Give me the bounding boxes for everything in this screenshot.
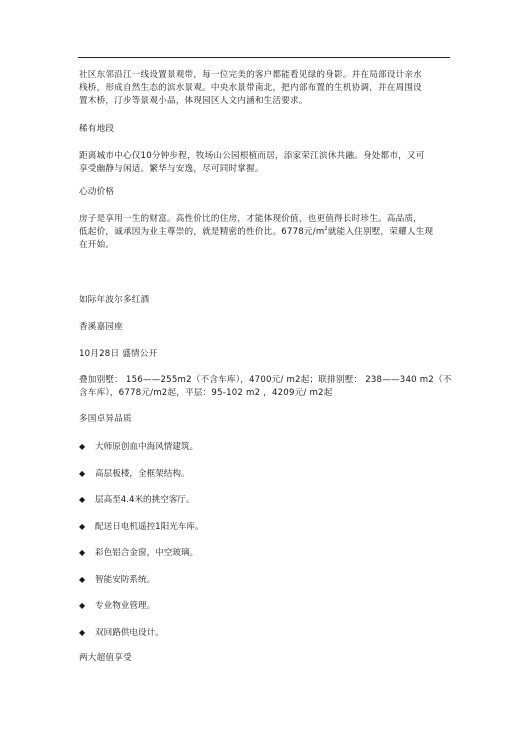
bullet-text: 专业物业管理。	[95, 601, 156, 611]
diamond-bullet-icon: ◆	[79, 522, 86, 531]
bullet-item	[79, 599, 155, 613]
price-line-part: 低起价，诚承因为业主尊崇的，就是精密的性价比。6778元/m	[79, 227, 325, 237]
price-line: 在开始。	[79, 240, 115, 250]
diamond-bullet-icon: ◆	[79, 495, 86, 504]
bullet-item	[79, 467, 190, 481]
bullet-text: 高层板楼，全框架结构。	[95, 469, 190, 479]
document-subtitle: 香溪嘉园座	[79, 322, 123, 332]
footer-heading: 两大超值享受	[79, 653, 132, 663]
intro-line: 社区东邻沿江一线设置景观带，每一位完美的客户都能看见绿的身影。并在局部设计亲水	[79, 70, 422, 80]
intro-line: 置木桥，汀步等景观小品，体现园区人文内涵和生活要求。	[79, 96, 308, 106]
diamond-bullet-icon: ◆	[79, 442, 86, 451]
superscript: 2	[324, 226, 328, 233]
location-line: 距离城市中心仅10分钟步程，牧场山公园根植而居，添家荣江滨休共融。身处都市，又可	[79, 151, 425, 161]
bullet-item	[79, 520, 204, 534]
price-detail-line: 叠加别墅： 156——255m2（不含车库），4700元/ m2起；联排别墅： 238——340 m2（不	[79, 375, 452, 385]
diamond-bullet-icon: ◆	[79, 601, 86, 610]
bullet-text: 大师原创血中海风情建筑。	[95, 442, 199, 452]
bullet-item	[79, 573, 155, 587]
quality-heading: 多国卓异品质	[79, 414, 132, 424]
intro-paragraph	[79, 69, 451, 108]
bullet-text: 配送日电机遥控1阳光车库。	[95, 522, 204, 532]
diamond-bullet-icon: ◆	[79, 469, 86, 478]
bullet-item	[79, 440, 198, 454]
bullet-item	[79, 493, 195, 507]
bullet-text: 双回路供电设计。	[95, 628, 164, 638]
diamond-bullet-icon: ◆	[79, 575, 86, 584]
location-line: 享受幽静与闲适。繁华与安逸，尽可同时掌握。	[79, 164, 264, 174]
price-line	[79, 226, 451, 239]
bullet-text: 层高至4.4米的挑空客厅。	[95, 495, 195, 505]
bullet-text: 彩色铝合金窗，中空玻璃。	[95, 548, 199, 558]
section-heading-price: 心动价格	[79, 187, 115, 197]
price-paragraph	[79, 213, 451, 252]
bullet-text: 智能安防系统。	[95, 575, 156, 585]
price-line-part: 就能入住别墅，荣耀人生现	[327, 227, 434, 237]
bullet-item	[79, 626, 164, 640]
section-heading-location: 稀有地段	[79, 124, 115, 134]
location-paragraph	[79, 150, 451, 176]
diamond-bullet-icon: ◆	[79, 548, 86, 557]
document-title: 如际年波尔多红酒	[79, 295, 150, 305]
bullet-item	[79, 546, 198, 560]
price-line: 房子是享用一生的财富。高性价比的住房，才能体现价值，也更值得长时珍生。高品质，	[79, 214, 422, 224]
header-rule	[78, 57, 450, 58]
opening-date: 10月28日 盛情公开	[79, 349, 158, 359]
diamond-bullet-icon: ◆	[79, 628, 86, 637]
intro-line: 栈桥，形成自然生态的滨水景观。中央水景带南北，把内部布置的生机协调，并在周围设	[79, 83, 422, 93]
price-detail-line: 含车库），6778元/m2起，平层：95-102 m2 ，4209元/ m2起	[79, 388, 333, 398]
price-details	[79, 374, 451, 400]
